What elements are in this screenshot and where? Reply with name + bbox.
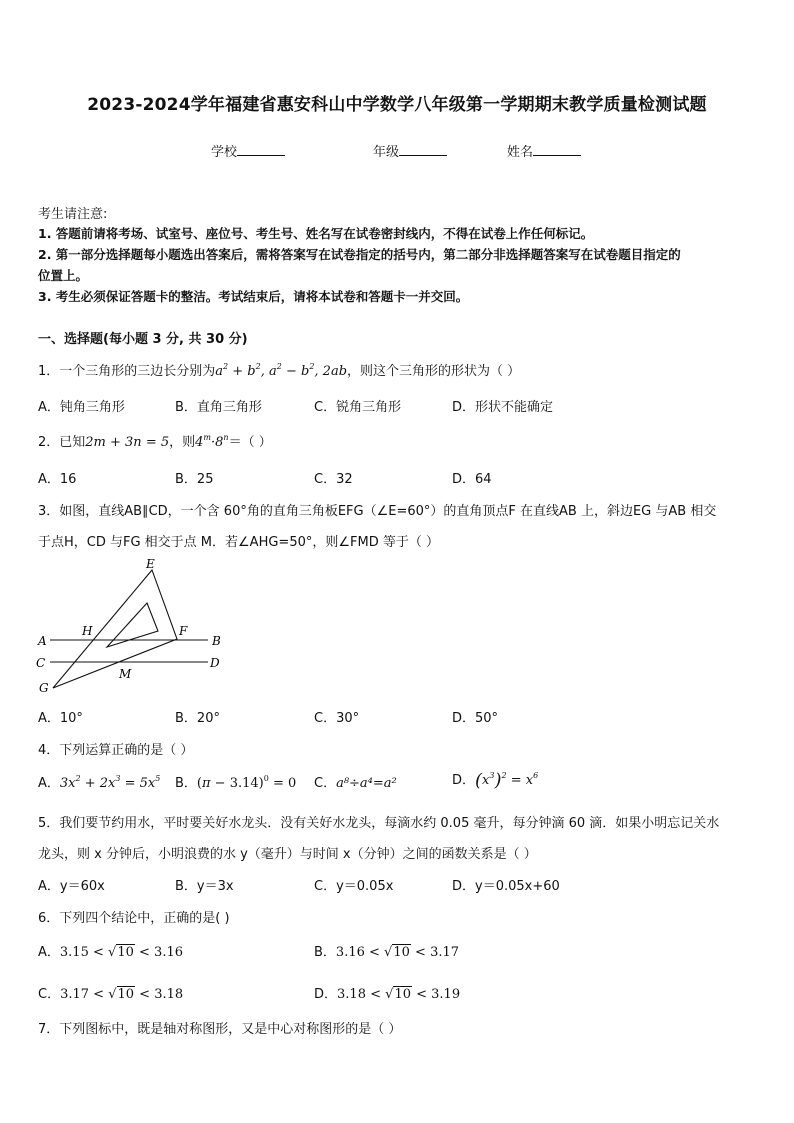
q1-option-a[interactable]: A．钝角三角形: [38, 400, 125, 415]
q2-power-expression: $4^m\cdot 8^n$: [195, 433, 229, 450]
q5-option-a[interactable]: A．y＝60x: [38, 879, 105, 894]
q1-sides-expression: $a^2 + b^2$, $a^2 - b^2$, 2ab: [215, 362, 348, 379]
question-4-stem: 4．下列运算正确的是（ ）: [38, 743, 194, 758]
section-heading: 一、选择题(每小题 3 分, 共 30 分): [38, 332, 248, 347]
label-g: G: [39, 681, 49, 695]
q2-option-b[interactable]: B．25: [175, 472, 214, 487]
q1-option-c[interactable]: C．锐角三角形: [314, 400, 402, 415]
q4-option-d[interactable]: D．$(x^3)^2 = x^6$: [452, 770, 539, 791]
label-f: F: [179, 624, 188, 638]
school-blank: [237, 143, 285, 156]
label-h: H: [82, 624, 93, 638]
q6-option-b[interactable]: B．3.16 < √10 < 3.17: [314, 945, 460, 960]
q4-option-c[interactable]: C．a⁸÷a⁴=a²: [314, 776, 397, 791]
q2-option-c[interactable]: C．32: [314, 472, 353, 487]
outer-triangle-efg: [53, 570, 177, 688]
q3-option-d[interactable]: D．50°: [452, 711, 499, 726]
note-1: 1. 答题前请将考场、试室号、座位号、考生号、姓名写在试卷密封线内，不得在试卷上作任何标记。: [38, 226, 594, 241]
q3-option-a[interactable]: A．10°: [38, 711, 83, 726]
q6-option-d[interactable]: D．3.18 < √10 < 3.19: [314, 987, 461, 1002]
name-field: 姓名: [507, 141, 581, 160]
q3-option-b[interactable]: B．20°: [175, 711, 220, 726]
question-3-line1: 3．如图，直线AB∥CD，一个含 60°角的直角三角板EFG（∠E=60°）的直角顶点F 在直线AB 上，斜边EG 与AB 相交: [38, 504, 717, 519]
note-2: 2. 第一部分选择题每小题选出答案后，需将答案写在试卷指定的括号内，第二部分非选择题答案写在试卷题目指定的: [38, 247, 681, 262]
q4-option-a[interactable]: A．$3x^2 + 2x^3 = 5x^5$: [38, 774, 161, 791]
page-title: 2023-2024学年福建省惠安科山中学数学八年级第一学期期末教学质量检测试题: [87, 95, 707, 115]
q2-option-d[interactable]: D．64: [452, 472, 492, 487]
grade-field: 年级: [373, 141, 447, 160]
label-a: A: [38, 634, 47, 648]
q3-geometry-figure: [30, 555, 230, 700]
q1-option-b[interactable]: B．直角三角形: [175, 400, 262, 415]
label-b: B: [212, 634, 221, 648]
q2-condition: 2m + 3n = 5: [85, 435, 170, 450]
school-field: 学校: [211, 141, 285, 160]
question-6-stem: 6．下列四个结论中，正确的是( ): [38, 911, 230, 926]
label-m: M: [119, 667, 132, 681]
question-2-stem: 2．已知2m + 3n = 5，则$4^m\cdot 8^n=$（ ）: [38, 433, 272, 450]
notes-header: 考生请注意:: [38, 207, 108, 222]
name-blank: [533, 143, 581, 156]
question-7-stem: 7．下列图标中，既是轴对称图形，又是中心对称图形的是（ ）: [38, 1022, 402, 1037]
q5-option-b[interactable]: B．y＝3x: [175, 879, 234, 894]
label-c: C: [36, 656, 46, 670]
q2-option-a[interactable]: A．16: [38, 472, 77, 487]
q6-option-a[interactable]: A．3.15 < √10 < 3.16: [38, 945, 183, 960]
q4-option-b[interactable]: B．$(\pi - 3.14)^0 = 0$: [175, 774, 297, 791]
question-3-line2: 于点H，CD 与FG 相交于点 M．若∠AHG=50°，则∠FMD 等于（ ）: [38, 535, 439, 550]
q3-option-c[interactable]: C．30°: [314, 711, 360, 726]
note-2-cont: 位置上。: [38, 268, 89, 283]
q1-option-d[interactable]: D．形状不能确定: [452, 400, 554, 415]
label-e: E: [146, 557, 155, 571]
grade-blank: [399, 143, 447, 156]
note-3: 3. 考生必须保证答题卡的整洁。考试结束后，请将本试卷和答题卡一并交回。: [38, 289, 469, 304]
label-d: D: [210, 656, 220, 670]
question-1-stem: 1．一个三角形的三边长分别为$a^2 + b^2$, $a^2 - b^2$, 2ab，则这个三角形的形状为（ ）: [38, 362, 521, 379]
q5-option-c[interactable]: C．y＝0.05x: [314, 879, 394, 894]
q5-option-d[interactable]: D．y＝0.05x+60: [452, 879, 560, 894]
q6-option-c[interactable]: C．3.17 < √10 < 3.18: [38, 987, 184, 1002]
question-5-line2: 龙头，则 x 分钟后，小明浪费的水 y（毫升）与时间 x（分钟）之间的函数关系是（ ）: [38, 847, 537, 862]
question-5-line1: 5．我们要节约用水，平时要关好水龙头．没有关好水龙头，每滴水约 0.05 毫升，每分钟滴 60 滴．如果小明忘记关水: [38, 816, 720, 831]
